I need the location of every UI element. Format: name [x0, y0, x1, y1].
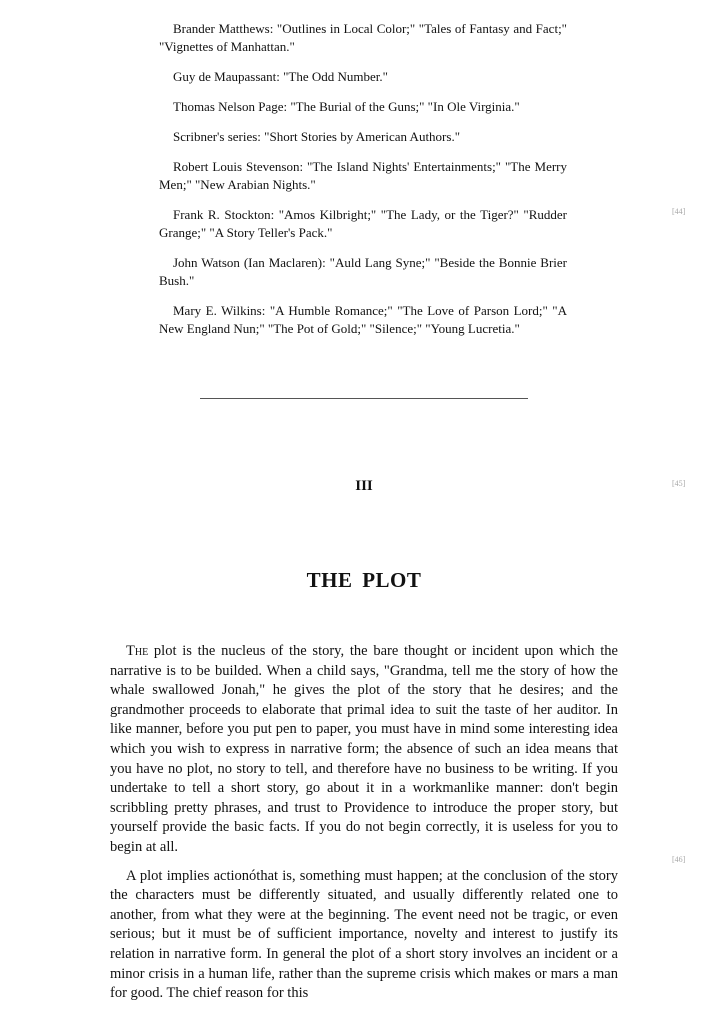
- bibliography-entry: Thomas Nelson Page: "The Burial of the Guns;" "In Ole Virginia.": [173, 99, 520, 114]
- chapter-title: THE PLOT: [306, 568, 422, 592]
- section-divider: [200, 398, 528, 399]
- page-number-45: [45]: [672, 479, 686, 488]
- bibliography-entry: Mary E. Wilkins: "A Humble Romance;" "The Love of Parson Lord;" "A New England Nun;" "The Pot of Gold;" "Silence;" "Young Lucretia.": [159, 303, 567, 336]
- body-paragraph: A plot implies actionóthat is, something must happen; at the conclusion of the story the characters must be differently situated, and usually differently related one to another, from what they were at the beginning. The event need not be tragic, or even serious; but it must be of sufficient importance, novelty and interest to justify its relation in narrative form. In general the plot of a short story involves an incident or a minor crisis in a human life, rather than the supreme crisis which makes or mars a man for good. The chief reason for this: [110, 867, 618, 1002]
- paragraph-text: plot is the nucleus of the story, the bare thought or incident upon which the narrative is to be builded. When a child says, "Grandma, tell me the story of how the whale swallowed Jonah," he gives the plot of the story that he desires; and the grandmother proceeds to elaborate that primal idea to suit the taste of her auditor. In like manner, before you put pen to paper, you must have in mind some interesting idea which you wish to express in narrative form; the absence of such an idea means that you have no plot, no story to tell, and therefore have no business to be writing. If you undertake to tell a short story, go about it in a workmanlike manner: don't begin scribbling pretty phrases, and trust to Providence to introduce the proper story, but yourself provide the basic facts. If you do not begin correctly, it is useless for you to begin at all.: [110, 643, 618, 855]
- chapter-body: [110, 642, 618, 1013]
- chapter-number: III: [355, 478, 373, 494]
- page-number-44: [44]: [672, 207, 686, 216]
- bibliography-entry: Robert Louis Stevenson: "The Island Nights' Entertainments;" "The Merry Men;" "New Arabian Nights.": [159, 159, 567, 192]
- page-number-46: [46]: [672, 855, 686, 864]
- bibliography-entry: John Watson (Ian Maclaren): "Auld Lang Syne;" "Beside the Bonnie Brier Bush.": [159, 255, 567, 288]
- bibliography-entry: Scribner's series: "Short Stories by American Authors.": [173, 129, 461, 144]
- drop-word: The: [126, 643, 149, 659]
- bibliography-entry: Guy de Maupassant: "The Odd Number.": [173, 69, 388, 84]
- body-paragraph: [110, 642, 618, 858]
- bibliography-list: [159, 20, 567, 350]
- bibliography-entry: Brander Matthews: "Outlines in Local Color;" "Tales of Fantasy and Fact;" "Vignettes of Manhattan.": [159, 21, 567, 54]
- bibliography-entry: Frank R. Stockton: "Amos Kilbright;" "The Lady, or the Tiger?" "Rudder Grange;" "A Story Teller's Pack.": [159, 207, 567, 240]
